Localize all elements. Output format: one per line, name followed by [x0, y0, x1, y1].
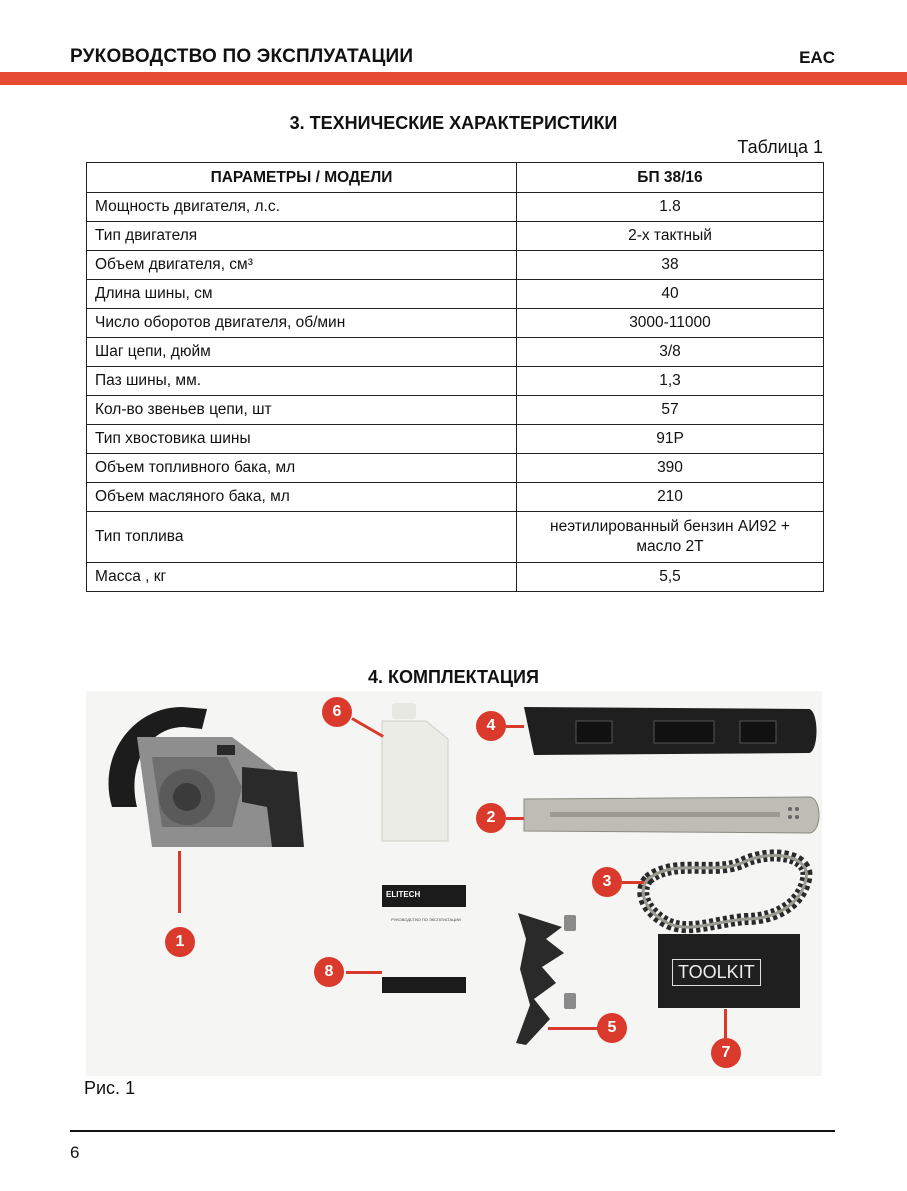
bar-cover-icon	[514, 699, 822, 761]
param-name: Паз шины, мм.	[87, 367, 517, 396]
table-row	[87, 222, 824, 251]
badge-8: 8	[314, 957, 344, 987]
arrow-2-line	[506, 817, 524, 820]
badge-4: 4	[476, 711, 506, 741]
chainsaw-icon	[92, 697, 312, 867]
param-name: Длина шины, см	[87, 280, 517, 309]
param-value: 40	[517, 280, 824, 309]
param-name: Объем топливного бака, мл	[87, 454, 517, 483]
param-name: Объем масляного бака, мл	[87, 483, 517, 512]
param-value: 5,5	[517, 563, 824, 592]
param-name: Тип топлива	[87, 512, 517, 563]
param-name: Тип хвостовика шины	[87, 425, 517, 454]
arrow-1-line	[178, 851, 181, 913]
param-value: 1,3	[517, 367, 824, 396]
arrow-4-line	[506, 725, 524, 728]
badge-6: 6	[322, 697, 352, 727]
spec-table	[86, 162, 824, 592]
section-3-title: 3. ТЕХНИЧЕСКИЕ ХАРАКТЕРИСТИКИ	[289, 113, 618, 133]
badge-3: 3	[592, 867, 622, 897]
page-number: 6	[70, 1143, 80, 1162]
document-header-title: РУКОВОДСТВО ПО ЭКСПЛУАТАЦИИ	[70, 46, 414, 67]
param-value	[517, 512, 824, 563]
param-value: 2-х тактный	[517, 222, 824, 251]
table-row	[87, 193, 824, 222]
manual-title-text: РУКОВОДСТВО ПО ЭКСПЛУАТАЦИИ	[391, 917, 461, 922]
header-parameters: ПАРАМЕТРЫ / МОДЕЛИ	[87, 163, 517, 193]
guide-bar-icon	[520, 793, 822, 839]
table-row	[87, 280, 824, 309]
manual-footer-band	[382, 977, 466, 993]
table-row	[87, 483, 824, 512]
badge-5: 5	[597, 1013, 627, 1043]
table-row	[87, 563, 824, 592]
param-name: Кол-во звеньев цепи, шт	[87, 396, 517, 425]
footer-divider	[70, 1130, 835, 1132]
param-name: Число оборотов двигателя, об/мин	[87, 309, 517, 338]
table-row	[87, 396, 824, 425]
param-value: 210	[517, 483, 824, 512]
eac-mark: EAC	[799, 48, 835, 67]
param-name: Масса , кг	[87, 563, 517, 592]
table-row	[87, 367, 824, 396]
header-model: БП 38/16	[517, 163, 824, 193]
param-name: Мощность двигателя, л.с.	[87, 193, 517, 222]
param-value: 1.8	[517, 193, 824, 222]
saw-chain-icon	[636, 849, 821, 937]
table-row	[87, 454, 824, 483]
fuel-type-line-2: масло 2Т	[636, 538, 704, 555]
table-header-row	[87, 163, 824, 193]
arrow-5-line	[548, 1027, 598, 1030]
table-row	[87, 309, 824, 338]
param-value: 91P	[517, 425, 824, 454]
figure-caption: Рис. 1	[84, 1078, 136, 1098]
section-4-title: 4. КОМПЛЕКТАЦИЯ	[368, 667, 539, 687]
badge-1: 1	[165, 927, 195, 957]
table-row	[87, 338, 824, 367]
param-value: 390	[517, 454, 824, 483]
table-label: Таблица 1	[737, 137, 823, 157]
param-name: Объем двигателя, см³	[87, 251, 517, 280]
arrow-3-line	[622, 881, 644, 884]
arrow-8-line	[346, 971, 382, 974]
kit-contents-figure	[86, 691, 822, 1076]
fuel-type-line-1: неэтилированный бензин АИ92 +	[550, 518, 790, 535]
header-accent-bar	[0, 72, 907, 85]
param-value: 3000-11000	[517, 309, 824, 338]
param-value: 3/8	[517, 338, 824, 367]
table-row	[87, 251, 824, 280]
badge-7: 7	[711, 1038, 741, 1068]
manual-brand-logo: ELITECH	[386, 890, 421, 899]
param-value: 38	[517, 251, 824, 280]
table-row	[87, 425, 824, 454]
badge-2: 2	[476, 803, 506, 833]
arrow-7-line	[724, 1009, 727, 1039]
param-value: 57	[517, 396, 824, 425]
param-name: Шаг цепи, дюйм	[87, 338, 517, 367]
oil-bottle-icon	[376, 701, 456, 846]
toolkit-label: TOOLKIT	[672, 959, 761, 986]
table-row	[87, 512, 824, 563]
param-name: Тип двигателя	[87, 222, 517, 251]
